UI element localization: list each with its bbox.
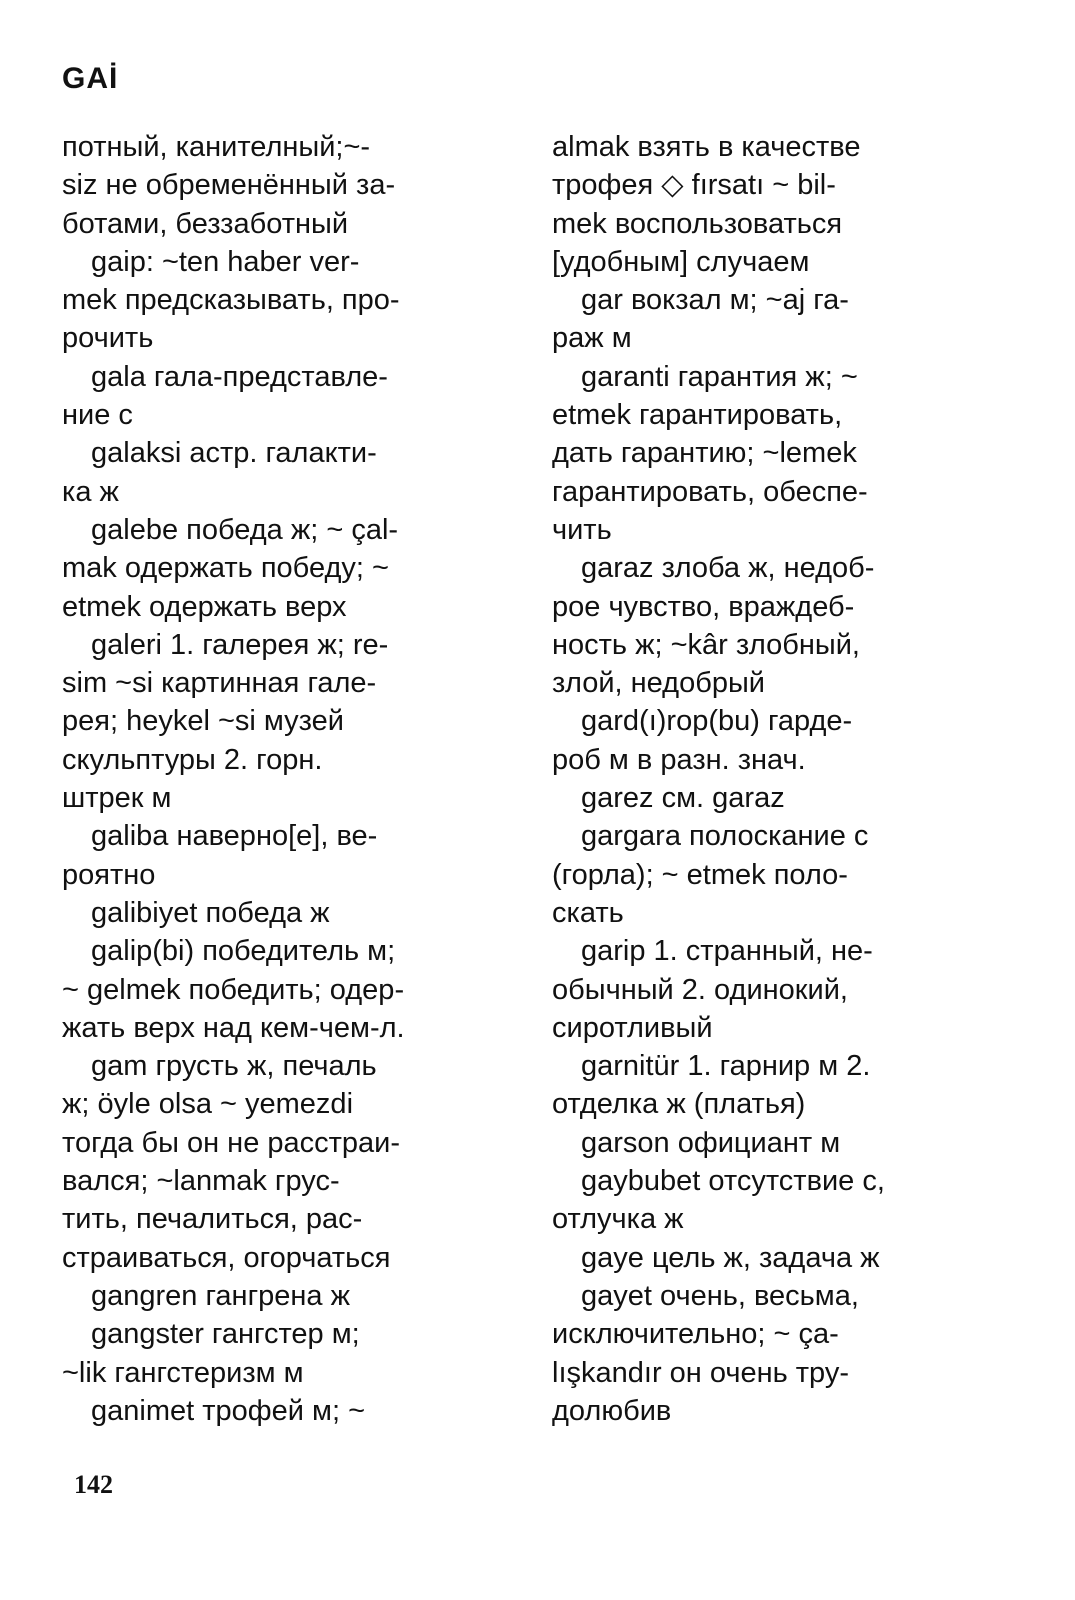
entry-line: etmek одержать верх	[62, 590, 347, 623]
entry-line: тогда бы он не расстраи-	[62, 1126, 401, 1159]
entry-line: страиваться, огорчаться	[62, 1241, 391, 1274]
entry-line: galebe победа ж; ~ çal-	[62, 513, 399, 546]
entry-line: mek предсказывать, про-	[62, 284, 400, 317]
entry-line: garip 1. странный, не-	[552, 935, 873, 968]
entry-line: роятно	[62, 858, 156, 891]
entry-line: долюбив	[552, 1394, 672, 1427]
entry-line: потный, канителный;~-	[62, 131, 371, 163]
entry-line: роб м в разн. знач.	[552, 743, 806, 776]
entry-line: скульптуры 2. горн.	[62, 743, 323, 776]
entry-line: garnitür 1. гарнир м 2.	[552, 1050, 871, 1083]
entry-line: gaip: ~ten haber ver-	[62, 245, 360, 278]
entry-line: рея; heykel ~si музей	[62, 705, 344, 738]
entry-line: galip(bi) победитель м;	[62, 935, 396, 968]
left-column	[62, 128, 524, 1430]
entry-line: gaybubet отсутствие с,	[552, 1165, 885, 1198]
entry-line: garson официант м	[552, 1126, 841, 1159]
entry-line: gam грусть ж, печаль	[62, 1050, 377, 1083]
entry-line: штрек м	[62, 782, 172, 815]
entry-line: гарантировать, обеспе-	[552, 475, 868, 508]
entry-line: garaz злоба ж, недоб-	[552, 552, 875, 585]
entry-line: ж; öyle olsa ~ yemezdi	[62, 1088, 354, 1121]
entry-line: рое чувство, враждеб-	[552, 590, 855, 623]
entry-line: galiba наверно[е], ве-	[62, 820, 378, 853]
entry-line: отлучка ж	[552, 1203, 684, 1236]
entry-line: lışkandır он очень тру-	[552, 1356, 850, 1389]
entry-line: рочить	[62, 322, 154, 355]
entry-line: galeri 1. галерея ж; re-	[62, 628, 389, 661]
entry-line: ность ж; ~kâr злобный,	[552, 628, 860, 661]
entry-line: etmek гарантировать,	[552, 399, 843, 432]
entry-line: gard(ı)rop(bu) гарде-	[552, 705, 853, 738]
entry-line: gangster гангстер м;	[62, 1318, 360, 1351]
entry-line: gaye цель ж, задача ж	[552, 1241, 880, 1274]
entry-line: чить	[552, 513, 612, 546]
entry-line: дать гарантию; ~lemek	[552, 437, 857, 470]
entry-line: тить, печалиться, рас-	[62, 1203, 363, 1236]
entry-line: ~lik гангстеризм м	[62, 1356, 304, 1389]
entry-line: gargara полоскание с	[552, 820, 869, 853]
entry-line: обычный 2. одинокий,	[552, 973, 848, 1006]
page-number: 142	[74, 1470, 113, 1499]
entry-line: сиротливый	[552, 1011, 713, 1044]
entry-line: злой, недобрый	[552, 667, 765, 700]
entry-line: siz не обременённый за-	[62, 169, 396, 202]
entry-line: garez см. garaz	[552, 782, 785, 815]
entry-line: жать верх над кем-чем-л.	[62, 1011, 405, 1044]
entry-line: gayet очень, весьма,	[552, 1279, 859, 1312]
entry-line: galibiyet победа ж	[62, 896, 330, 929]
entry-line: исключительно; ~ ça-	[552, 1318, 839, 1351]
running-head: GAİ	[62, 62, 119, 95]
entry-line: (горла); ~ etmek поло-	[552, 858, 848, 891]
entry-line: gala гала-представле-	[62, 360, 388, 393]
entry-line: раж м	[552, 322, 632, 355]
entry-line: отделка ж (платья)	[552, 1088, 806, 1121]
entry-line: ботами, беззаботный	[62, 207, 349, 240]
entry-line: вался; ~lanmak грус-	[62, 1165, 340, 1198]
entry-line: ка ж	[62, 475, 119, 508]
entry-line: mak одержать победу; ~	[62, 552, 389, 585]
entry-line: скать	[552, 896, 624, 929]
entry-line: трофея ◇ fırsatı ~ bil-	[552, 169, 836, 202]
entry-line: sim ~si картинная гале-	[62, 667, 377, 700]
entry-line: gar вокзал м; ~aj га-	[552, 284, 849, 317]
entry-line: garanti гарантия ж; ~	[552, 360, 858, 393]
entry-line: ~ gelmek победить; одер-	[62, 973, 405, 1006]
entry-line: gangren гангрена ж	[62, 1279, 351, 1312]
entry-line: galaksi астр. галакти-	[62, 437, 377, 470]
entry-line: [удобным] случаем	[552, 245, 810, 278]
entry-line: almak взять в качестве	[552, 131, 861, 163]
entry-line: mek воспользоваться	[552, 207, 843, 240]
right-column	[552, 128, 1014, 1430]
entry-line: ние с	[62, 399, 133, 432]
entry-line: ganimet трофей м; ~	[62, 1394, 365, 1427]
